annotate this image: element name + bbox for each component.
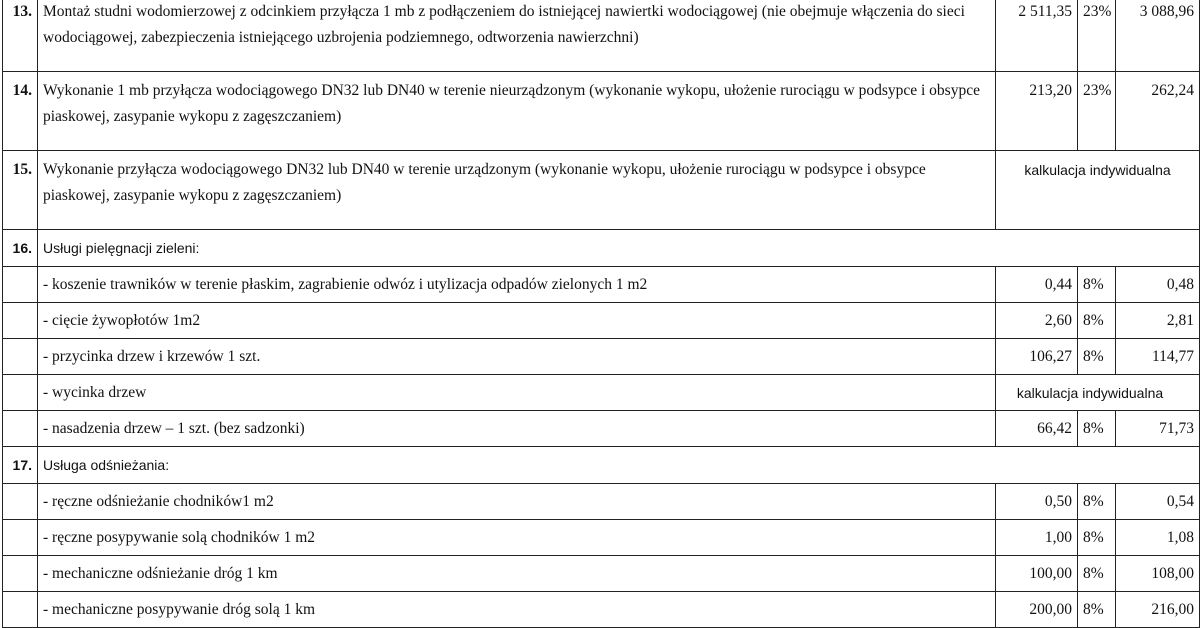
row-description: - ręczne odśnieżanie chodników1 m2 [38, 484, 996, 520]
vat-rate: 8% [1078, 303, 1116, 339]
row-description: Montaż studni wodomierzowej z odcinkiem przyłącza 1 mb z podłączeniem do istniejącej nawiertki wodociągowej (nie obejmuje włączenia do sieci wodociągowej, zabezpieczenia istniejącego uzbrojenia podziemnego, odtworzenia nawierzchni) [38, 0, 996, 72]
gross-price: 108,00 [1116, 556, 1200, 592]
gross-price: 71,73 [1116, 411, 1200, 447]
table-row [3, 375, 1200, 411]
table-row [3, 484, 1200, 520]
price-table [2, 0, 1200, 628]
row-number-empty [3, 411, 38, 447]
gross-price: 1,08 [1116, 520, 1200, 556]
row-number-empty [3, 375, 38, 411]
row-description: - przycinka drzew i krzewów 1 szt. [38, 339, 996, 375]
row-number-empty [3, 484, 38, 520]
row-number: 16. [3, 230, 38, 267]
row-number-empty [3, 556, 38, 592]
gross-price: 216,00 [1116, 592, 1200, 628]
net-price: 66,42 [996, 411, 1078, 447]
row-number-empty [3, 339, 38, 375]
table-row [3, 520, 1200, 556]
net-price: 2,60 [996, 303, 1078, 339]
vat-rate: 8% [1078, 592, 1116, 628]
row-number-empty [3, 592, 38, 628]
row-description: - mechaniczne odśnieżanie dróg 1 km [38, 556, 996, 592]
gross-price: 2,81 [1116, 303, 1200, 339]
gross-price: 0,54 [1116, 484, 1200, 520]
net-price: 106,27 [996, 339, 1078, 375]
individual-calculation-note: kalkulacja indywidualna [996, 375, 1200, 411]
row-number: 17. [3, 447, 38, 484]
vat-rate: 23% [1078, 72, 1116, 151]
row-description: - koszenie trawników w terenie płaskim, zagrabienie odwóz i utylizacja odpadów zielonych 1 m2 [38, 267, 996, 303]
table-row [3, 303, 1200, 339]
row-number-empty [3, 267, 38, 303]
row-description: - mechaniczne posypywanie dróg solą 1 km [38, 592, 996, 628]
net-price: 2 511,35 [996, 0, 1078, 72]
row-description: Wykonanie 1 mb przyłącza wodociągowego DN32 lub DN40 w terenie nieurządzonym (wykonanie wykopu, ułożenie rurociągu w podsypce i obsypce piaskowej, zasypanie wykopu z zagęszczaniem) [38, 72, 996, 151]
vat-rate: 8% [1078, 520, 1116, 556]
row-number: 15. [3, 151, 38, 230]
table-row [3, 556, 1200, 592]
net-price: 1,00 [996, 520, 1078, 556]
row-description: - cięcie żywopłotów 1m2 [38, 303, 996, 339]
table-row [3, 72, 1200, 151]
table-row [3, 592, 1200, 628]
row-description: - nasadzenia drzew – 1 szt. (bez sadzonki) [38, 411, 996, 447]
section-header-row [3, 230, 1200, 267]
row-number-empty [3, 303, 38, 339]
vat-rate: 8% [1078, 556, 1116, 592]
net-price: 213,20 [996, 72, 1078, 151]
row-description: Wykonanie przyłącza wodociągowego DN32 lub DN40 w terenie urządzonym (wykonanie wykopu, ułożenie rurociągu w podsypce i obsypce piaskowej, zasypanie wykopu z zagęszczaniem) [38, 151, 996, 230]
net-price: 100,00 [996, 556, 1078, 592]
row-description: - wycinka drzew [38, 375, 996, 411]
table-row [3, 267, 1200, 303]
section-title: Usługa odśnieżania: [38, 447, 1200, 484]
gross-price: 262,24 [1116, 72, 1200, 151]
individual-calculation-note: kalkulacja indywidualna [996, 151, 1200, 230]
vat-rate: 23% [1078, 0, 1116, 72]
row-number-empty [3, 520, 38, 556]
table-row [3, 151, 1200, 230]
vat-rate: 8% [1078, 484, 1116, 520]
vat-rate: 8% [1078, 339, 1116, 375]
vat-rate: 8% [1078, 411, 1116, 447]
table-row [3, 411, 1200, 447]
vat-rate: 8% [1078, 267, 1116, 303]
net-price: 0,50 [996, 484, 1078, 520]
section-header-row [3, 447, 1200, 484]
gross-price: 114,77 [1116, 339, 1200, 375]
net-price: 0,44 [996, 267, 1078, 303]
table-row [3, 339, 1200, 375]
gross-price: 0,48 [1116, 267, 1200, 303]
table-row [3, 0, 1200, 72]
row-description: - ręczne posypywanie solą chodników 1 m2 [38, 520, 996, 556]
row-number: 14. [3, 72, 38, 151]
section-title: Usługi pielęgnacji zieleni: [38, 230, 1200, 267]
net-price: 200,00 [996, 592, 1078, 628]
gross-price: 3 088,96 [1116, 0, 1200, 72]
row-number: 13. [3, 0, 38, 72]
